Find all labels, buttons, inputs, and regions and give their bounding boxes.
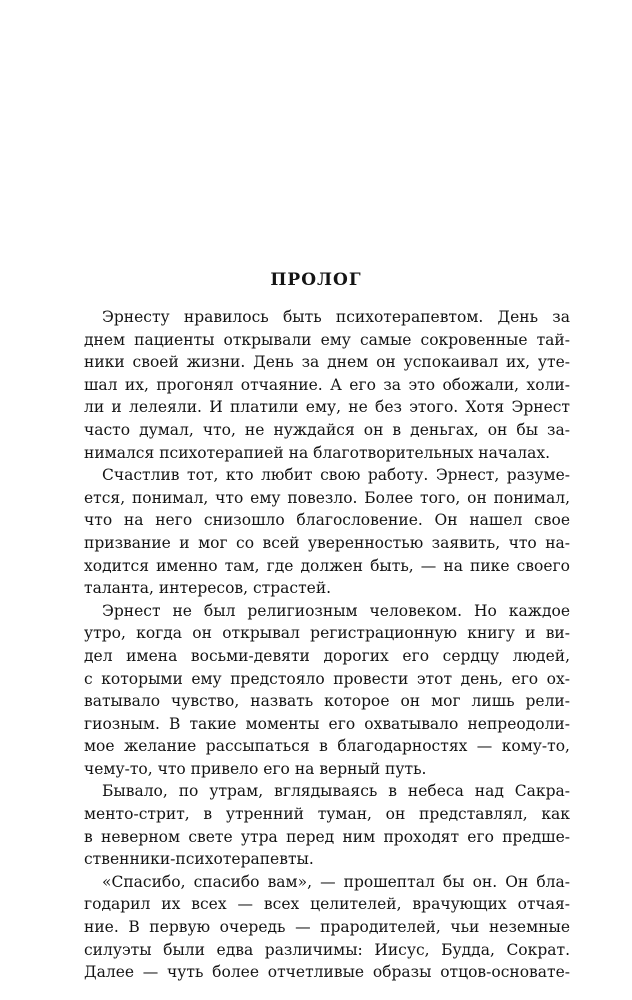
text-line: призвание и мог со всей уверенностью заявить, что на- [84, 533, 570, 552]
text-line: Счастлив тот, кто любит свою работу. Эрнест, разуме- [102, 466, 570, 485]
text-line: ется, понимал, что ему повезло. Более того, он понимал, [84, 488, 570, 507]
body-text [84, 306, 570, 984]
paragraph [84, 306, 570, 464]
text-line: гиозным. В такие моменты его охватывало непреодоли- [84, 714, 570, 733]
text-line: Бывало, по утрам, вглядываясь в небеса над Сакра- [102, 782, 570, 801]
text-line: ники своей жизни. День за днем он успокаивал их, уте- [84, 353, 570, 372]
text-line: дел имена восьми-девяти дорогих его сердцу людей, [84, 646, 570, 665]
text-line: шал их, прогонял отчаяние. А его за это обожали, холи- [84, 375, 570, 394]
text-line: Эрнест не был религиозным человеком. Но каждое [102, 601, 570, 620]
text-line: мое желание рассыпаться в благодарностях — кому-то, [84, 737, 570, 756]
text-line: с которыми ему предстояло провести этот день, его ох- [84, 669, 570, 688]
text-line: ние. В первую очередь — прародителей, чьи неземные [84, 918, 570, 937]
text-line: менто-стрит, в утренний туман, он представлял, как [84, 805, 570, 824]
text-line: чему-то, что привело его на верный путь. [84, 759, 427, 778]
text-line: Эрнесту нравилось быть психотерапевтом. День за [102, 308, 570, 326]
chapter-title: ПРОЛОГ [270, 270, 362, 290]
text-line: ли и лелеяли. И платили ему, не без этого. Хотя Эрнест [84, 398, 570, 417]
text-line: часто думал, что, не нуждайся он в деньгах, он бы за- [84, 420, 570, 439]
paragraph [84, 780, 570, 870]
text-line: «Спасибо, спасибо вам», — прошептал бы он. Он бла- [102, 872, 570, 891]
text-line: ватывало чувство, назвать которое он мог лишь рели- [84, 692, 570, 711]
text-line: ственники-психотерапевты. [84, 850, 314, 869]
text-line: нимался психотерапией на благотворительных началах. [84, 443, 551, 462]
text-line: в неверном свете утра перед ним проходят его предше- [84, 827, 570, 846]
text-line: силуэты были едва различимы: Иисус, Будда, Сократ. [84, 940, 570, 959]
paragraph [84, 871, 570, 984]
text-line: таланта, интересов, страстей. [84, 579, 332, 598]
paragraph [84, 600, 570, 781]
text-line: что на него снизошло благословение. Он нашел свое [84, 511, 570, 530]
text-line: Далее — чуть более отчетливые образы отцов-основате- [84, 963, 570, 982]
text-line: утро, когда он открывал регистрационную книгу и ви- [84, 624, 570, 643]
text-line: ходится именно там, где должен быть, — на пике своего [84, 556, 570, 575]
text-line: днем пациенты открывали ему самые сокровенные тай- [84, 330, 570, 349]
paragraph [84, 464, 570, 600]
text-line: годарил их всех — всех целителей, врачующих отчая- [84, 895, 570, 914]
